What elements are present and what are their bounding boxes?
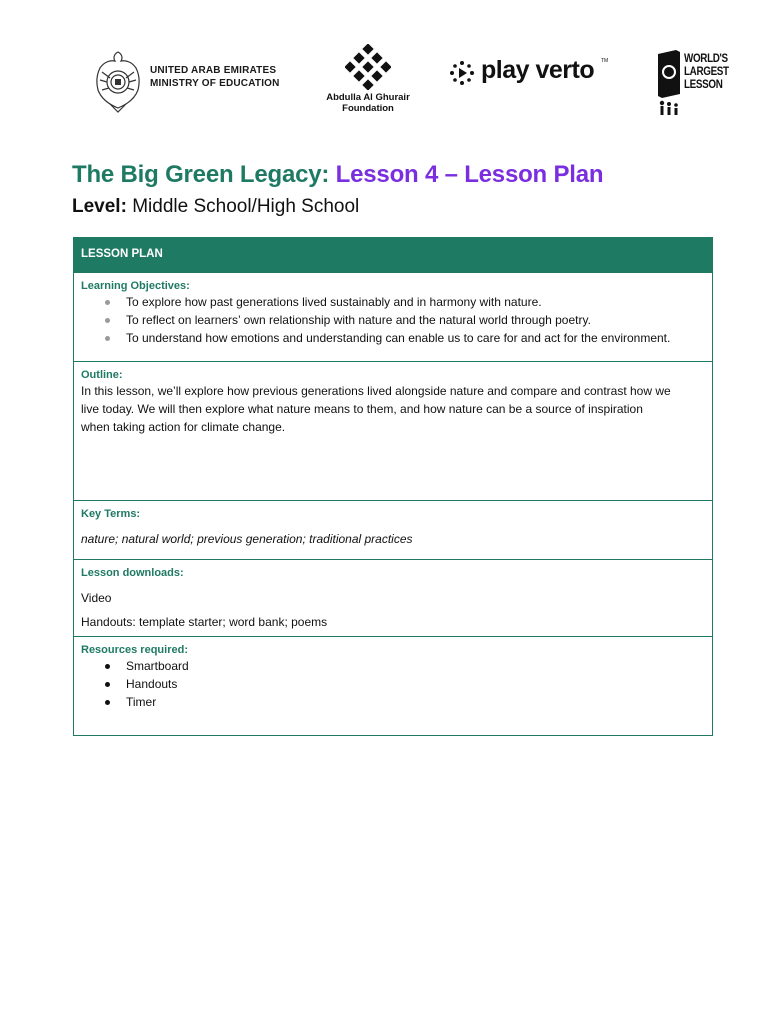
title-lesson: Lesson 4 – Lesson Plan: [335, 161, 604, 188]
list-item: To understand how emotions and understanding can enable us to care for and act for the environment.: [81, 329, 705, 347]
key-terms-text: nature; natural world; previous generation; traditional practices: [81, 532, 413, 546]
outline-line-2: live today. We will then explore what nature means to them, and how nature can be a source of inspiration: [81, 402, 643, 416]
uae-line-2: MINISTRY OF EDUCATION: [150, 78, 280, 89]
play-verto-trademark: TM: [601, 58, 609, 64]
key-terms-label: Key Terms:: [81, 508, 141, 520]
lesson-downloads-label: Lesson downloads:: [81, 567, 184, 579]
learning-objectives-section: [74, 272, 712, 361]
wll-book-figures-icon: [654, 48, 684, 118]
download-video: Video: [81, 591, 112, 605]
download-handouts: Handouts: template starter; word bank; poems: [81, 615, 328, 629]
uae-ministry-logo: [92, 48, 292, 114]
list-item: Timer: [81, 693, 705, 711]
play-verto-wordmark: play verto: [481, 56, 595, 84]
key-terms-section: [74, 500, 712, 559]
list-item: Smartboard: [81, 657, 705, 675]
outline-line-3: when taking action for climate change.: [81, 420, 286, 434]
list-item: To explore how past generations lived sustainably and in harmony with nature.: [81, 293, 705, 311]
learning-objectives-list: [81, 293, 705, 347]
aag-line-1: Abdulla Al Ghurair: [326, 92, 410, 103]
play-verto-logo: [449, 56, 609, 96]
wll-line-1: WORLD'S: [684, 51, 728, 65]
level-line: [72, 196, 359, 218]
page-title: [72, 161, 603, 189]
play-verto-burst-icon: [449, 60, 475, 86]
outline-section: [74, 361, 712, 500]
wll-line-2: LARGEST: [684, 64, 729, 78]
uae-line-1: UNITED ARAB EMIRATES: [150, 65, 277, 76]
lesson-plan-table: [73, 237, 713, 736]
learning-objectives-label: Learning Objectives:: [81, 280, 190, 292]
aag-line-2: Foundation: [342, 103, 394, 114]
table-header: LESSON PLAN: [74, 238, 712, 272]
lesson-downloads-section: [74, 559, 712, 636]
outline-label: Outline:: [81, 369, 123, 381]
partner-logos: [0, 44, 768, 124]
resources-label: Resources required:: [81, 644, 188, 656]
level-value: Middle School/High School: [126, 196, 360, 217]
title-series: The Big Green Legacy:: [72, 161, 336, 188]
wll-line-3: LESSON: [684, 77, 723, 91]
resources-section: [74, 636, 712, 735]
abdulla-al-ghurair-logo: [318, 44, 418, 124]
level-label: Level:: [72, 196, 127, 217]
uae-falcon-emblem-icon: [92, 48, 144, 114]
list-item: Handouts: [81, 675, 705, 693]
outline-line-1: In this lesson, we’ll explore how previous generations lived alongside nature and compare and contrast how we: [81, 384, 671, 398]
aag-pattern-icon: [345, 44, 391, 90]
resources-list: [81, 657, 705, 711]
list-item: To reflect on learners’ own relationship with nature and the natural world through poetry.: [81, 311, 705, 329]
worlds-largest-lesson-logo: [654, 48, 738, 122]
